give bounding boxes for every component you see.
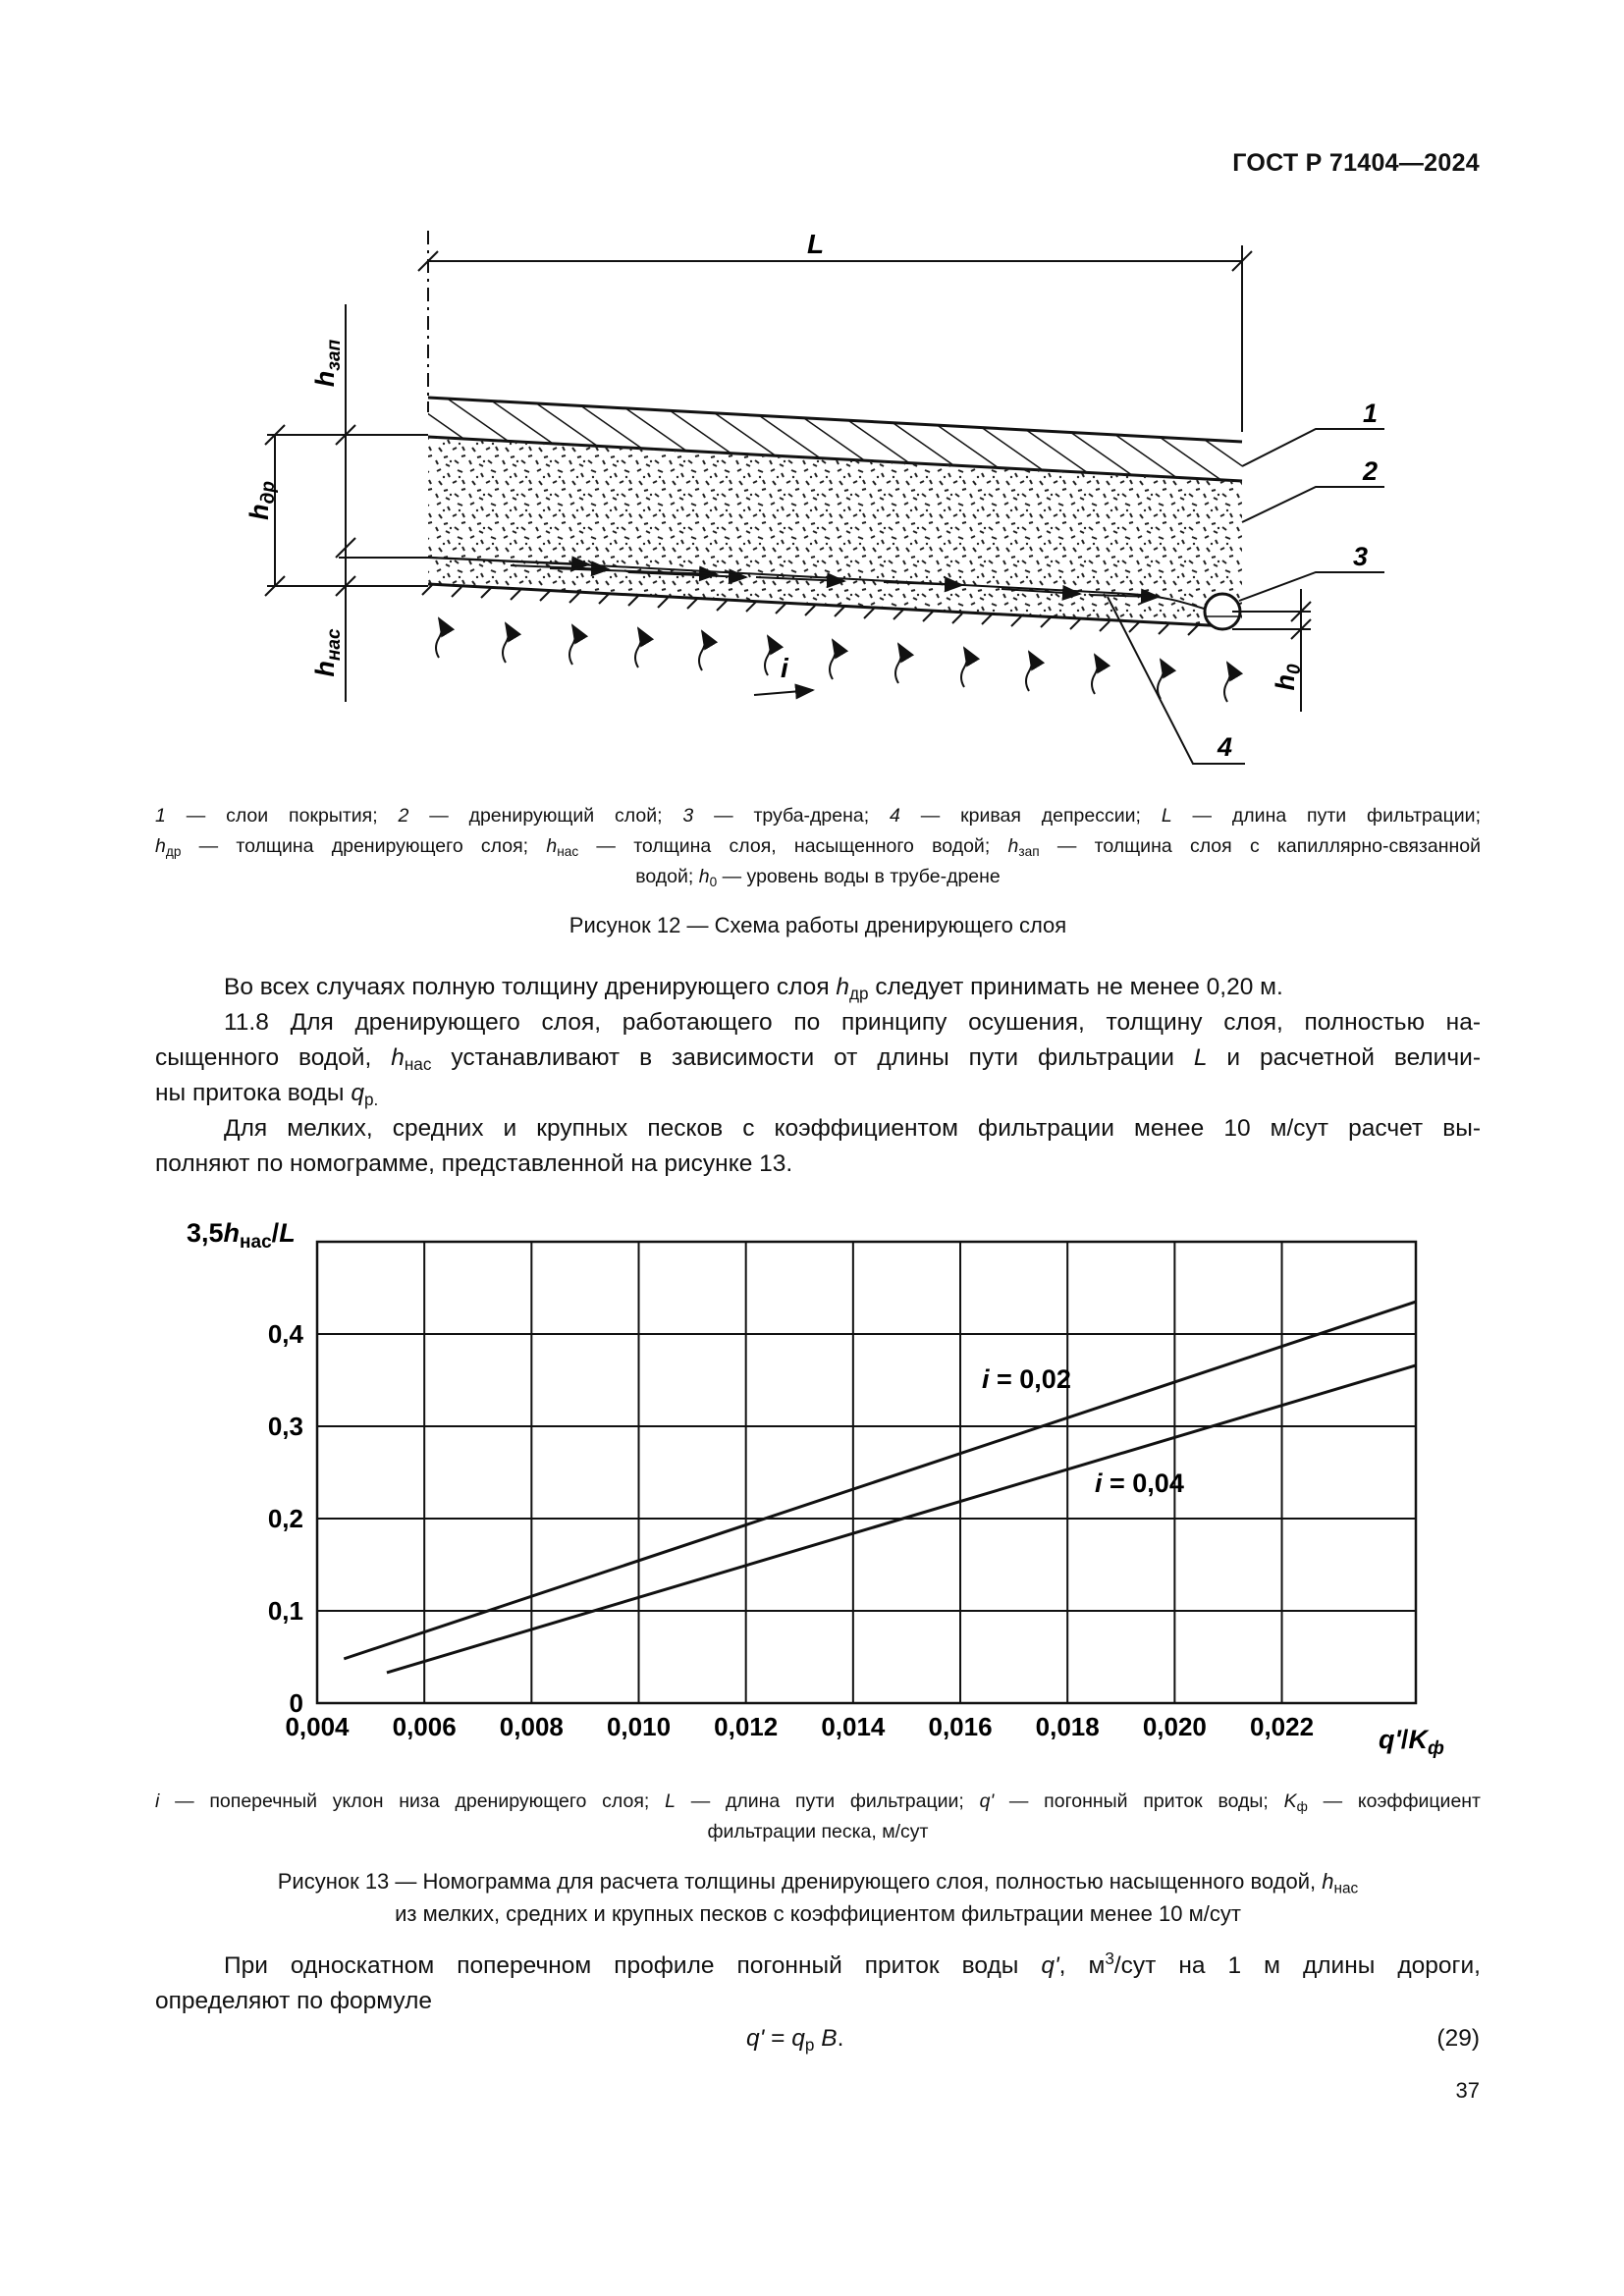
x-tick-label: 0,018 <box>1035 1712 1100 1741</box>
callout-2: 2 <box>1363 456 1379 486</box>
x-tick-label: 0,016 <box>928 1712 993 1741</box>
slope-i-label: i <box>781 653 788 683</box>
chart-grid <box>317 1242 1416 1703</box>
h0-label: $h_0$ <box>1271 664 1305 691</box>
y-tick-label: 0 <box>289 1688 303 1718</box>
x-tick-label: 0,008 <box>499 1712 564 1741</box>
callout-4: 4 <box>1218 732 1233 762</box>
x-tick-label: 0,020 <box>1142 1712 1207 1741</box>
slope-arrow <box>754 690 813 695</box>
x-tick-label: 0,014 <box>821 1712 886 1741</box>
figure-12-drainage-scheme <box>0 0 1624 785</box>
x-tick-label: 0,006 <box>392 1712 457 1741</box>
y-tick-label: 0,4 <box>267 1319 303 1349</box>
series-line-1 <box>344 1302 1416 1659</box>
body-text-block-2: При односкатном поперечном профиле погонный приток воды q', $м^3$/сут на 1 м длины дороги, определяют по формуле <box>155 1948 1481 2014</box>
x-axis-label: $q'/K_ф$ <box>1379 1725 1444 1759</box>
figure-12-caption: Рисунок 12 — Схема работы дренирующего слоя <box>568 913 1067 937</box>
figure-13-caption: Рисунок 13 — Номограмма для расчета толщины дренирующего слоя, полностью насыщенного водой, $h_{нас}$ из мелких, средних и крупных песков с коэффициентом фильтрации менее 10 м/сут <box>277 1869 1359 1926</box>
formula-number: (29) <box>1436 2025 1480 2052</box>
chart-series <box>344 1302 1416 1673</box>
hzap-label: $h_{зап}$ <box>310 339 345 388</box>
y-tick-label: 0,1 <box>267 1596 303 1626</box>
page-number: 37 <box>1455 2078 1480 2103</box>
x-tick-label: 0,010 <box>606 1712 672 1741</box>
body-text-block-1: Во всех случаях полную толщину дренирующего слоя $h_{др}$ следует принимать не менее 0,20 м. 11.8 Для дренирующего слоя, работающего по принципу осушения, толщину слоя, полностью на- сыщенного водой, $h_{нас}$ устанавливают в зависимости от длины пути фильтрации L и расчетной величи- ны притока воды $q_{р.}$ Для мелких, средних и крупных песков с коэффициентом фильтрации менее 10 м/сут расчет вы- полняют по номограмме, представленной на рисунке 13. <box>155 974 1481 1177</box>
standard-code: ГОСТ Р 71404—2024 <box>1232 149 1480 177</box>
x-tick-label: 0,004 <box>285 1712 350 1741</box>
figure-13-legend: i — поперечный уклон низа дренирующего слоя; L — длина пути фильтрации; q' — погонный приток воды; $K_ф$ — коэффициент фильтрации песка, м/сут <box>155 1790 1481 1842</box>
hnas-label: $h_{нас}$ <box>310 628 345 677</box>
y-tick-label: 0,3 <box>267 1412 303 1441</box>
formula-29: $q' = q_р$ B. <box>746 2025 844 2056</box>
L-label: L <box>807 229 825 259</box>
figure-12-legend: 1 — слои покрытия; 2 — дренирующий слой; 3 — труба-дрена; 4 — кривая депрессии; L — длина пути фильтрации; $h_{др}$ — толщина дренирующего слоя; $h_{нас}$ — толщина слоя, насыщенного водой; $h_{зап}$ — толщина слоя с капиллярно-связанной водой; $h_0$ — уровень воды в трубе-дрене <box>155 805 1481 890</box>
figure-13-nomogram <box>0 1202 1624 1762</box>
callout-3: 3 <box>1353 542 1369 571</box>
y-tick-label: 0,2 <box>267 1504 303 1533</box>
series-label-i004: i = 0,04 <box>1095 1468 1184 1498</box>
y-axis-label: $3,5h_{нас}/L$ <box>187 1218 296 1253</box>
capillary-water-arrows <box>436 618 1230 702</box>
x-tick-label: 0,012 <box>714 1712 779 1741</box>
callout-1: 1 <box>1363 399 1379 428</box>
plot-frame <box>317 1242 1416 1703</box>
hdr-label: $h_{др}$ <box>244 481 279 520</box>
x-tick-label: 0,022 <box>1249 1712 1315 1741</box>
leader-2 <box>1242 487 1384 522</box>
series-label-i002: i = 0,02 <box>982 1364 1071 1394</box>
leader-3 <box>1239 572 1384 601</box>
